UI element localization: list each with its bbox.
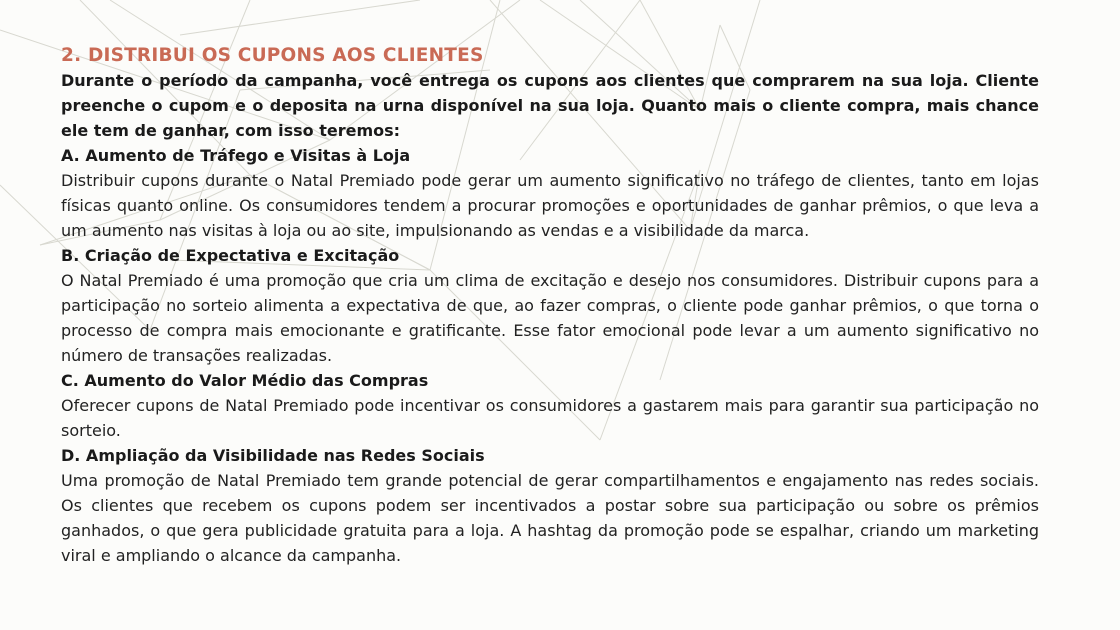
section-body-b: O Natal Premiado é uma promoção que cria um clima de excitação e desejo nos consumidores. Distribuir cupons para a participação no sorteio alimenta a expectativa de que, ao fazer compras, o cliente pode ganhar prêmios, o que torna o processo de compra mais emocionante e gratificante. Esse fator emocional pode levar a um aumento significativo no número de transações realizadas.: [61, 271, 1039, 365]
section-heading-d: D. Ampliação da Visibilidade nas Redes Sociais: [61, 446, 485, 465]
section-heading-a: A. Aumento de Tráfego e Visitas à Loja: [61, 146, 411, 165]
section-body-d: Uma promoção de Natal Premiado tem grande potencial de gerar compartilhamentos e engajamento nas redes sociais. Os clientes que recebem os cupons podem ser incentivados a postar sobre sua participação ou sobre os prêmios ganhados, o que gera publicidade gratuita para a loja. A hashtag da promoção pode se espalhar, criando um marketing viral e ampliando o alcance da campanha.: [61, 471, 1039, 565]
section-body-c: Oferecer cupons de Natal Premiado pode incentivar os consumidores a gastarem mais para garantir sua participação no sorteio.: [61, 396, 1039, 440]
page-title: 2. DISTRIBUI OS CUPONS AOS CLIENTES: [61, 45, 484, 66]
content-area: [61, 43, 1039, 568]
section-heading-b: B. Criação de Expectativa e Excitação: [61, 246, 400, 265]
intro-paragraph: Durante o período da campanha, você entrega os cupons aos clientes que comprarem na sua loja. Cliente preenche o cupom e o deposita na urna disponível na sua loja. Quanto mais o cliente compra, mais chance ele tem de ganhar, com isso teremos:: [61, 71, 1039, 140]
section-heading-c: C. Aumento do Valor Médio das Compras: [61, 371, 429, 390]
section-body-a: Distribuir cupons durante o Natal Premiado pode gerar um aumento significativo no tráfego de clientes, tanto em lojas físicas quanto online. Os consumidores tendem a procurar promoções e oportunidades de ganhar prêmios, o que leva a um aumento nas visitas à loja ou ao site, impulsionando as vendas e a visibilidade da marca.: [61, 171, 1039, 240]
